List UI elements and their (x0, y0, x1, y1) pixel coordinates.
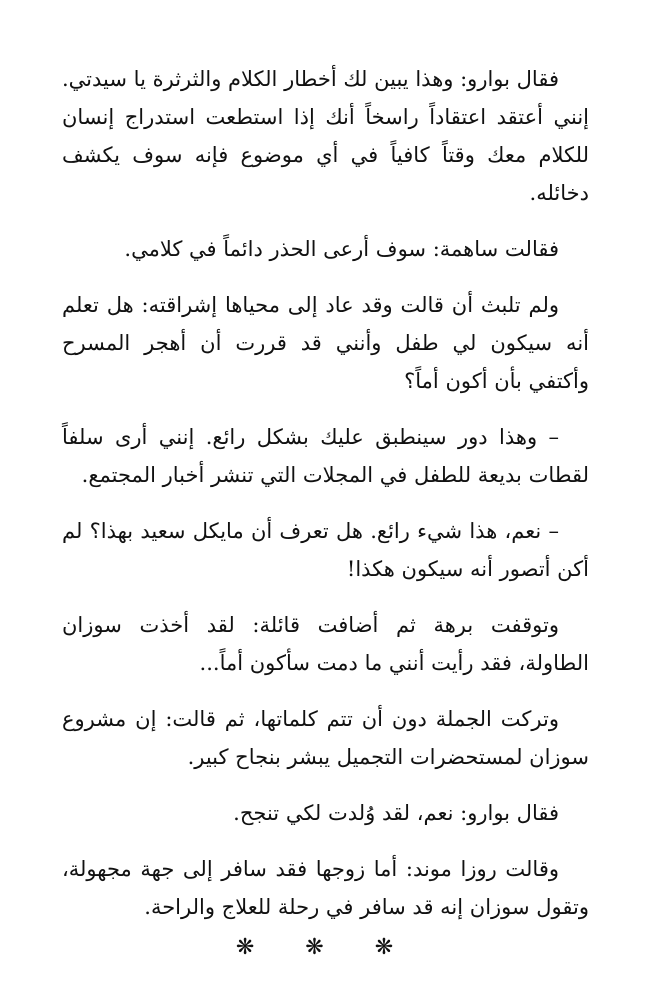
paragraph-5: – نعم، هذا شيء رائع. هل تعرف أن مايكل سعيد بهذا؟ لم أكن أتصور أنه سيكون هكذا! (62, 519, 589, 581)
paragraph-2: فقالت ساهمة: سوف أرعى الحذر دائماً في كلامي. (124, 237, 559, 261)
paragraph-6: وتوقفت برهة ثم أضافت قائلة: لقد أخذت سوزان الطاولة، فقد رأيت أنني ما دمت سأكون أماً... (62, 613, 589, 675)
paragraph-4: – وهذا دور سينطبق عليك بشكل رائع. إنني أرى سلفاً لقطات بديعة للطفل في المجلات التي تنشر أخبار المجتمع. (62, 425, 589, 487)
paragraph-3: ولم تلبث أن قالت وقد عاد إلى محياها إشراقته: هل تعلم أنه سيكون لي طفل وأنني قد قررت أن أهجر المسرح وأكتفي بأن أكون أماً؟ (62, 293, 589, 393)
paragraph-1: فقال بوارو: وهذا يبين لك أخطار الكلام والثرثرة يا سيدتي. إنني أعتقد اعتقاداً راسخاً أنك إذا استطعت استدراج إنسان للكلام معك وقتاً كافياً في أي موضوع فإنه سوف يكشف دخائله. (62, 67, 589, 205)
section-divider: ❋ ❋ ❋ (235, 935, 416, 960)
paragraph-8: فقال بوارو: نعم، لقد وُلدت لكي تنجح. (233, 801, 559, 825)
paragraph-7: وتركت الجملة دون أن تتم كلماتها، ثم قالت: إن مشروع سوزان لمستحضرات التجميل يبشر بنجاح كبير. (62, 707, 589, 769)
paragraph-9: وقالت روزا موند: أما زوجها فقد سافر إلى جهة مجهولة، وتقول سوزان إنه قد سافر في رحلة للعلاج والراحة. (62, 857, 589, 919)
